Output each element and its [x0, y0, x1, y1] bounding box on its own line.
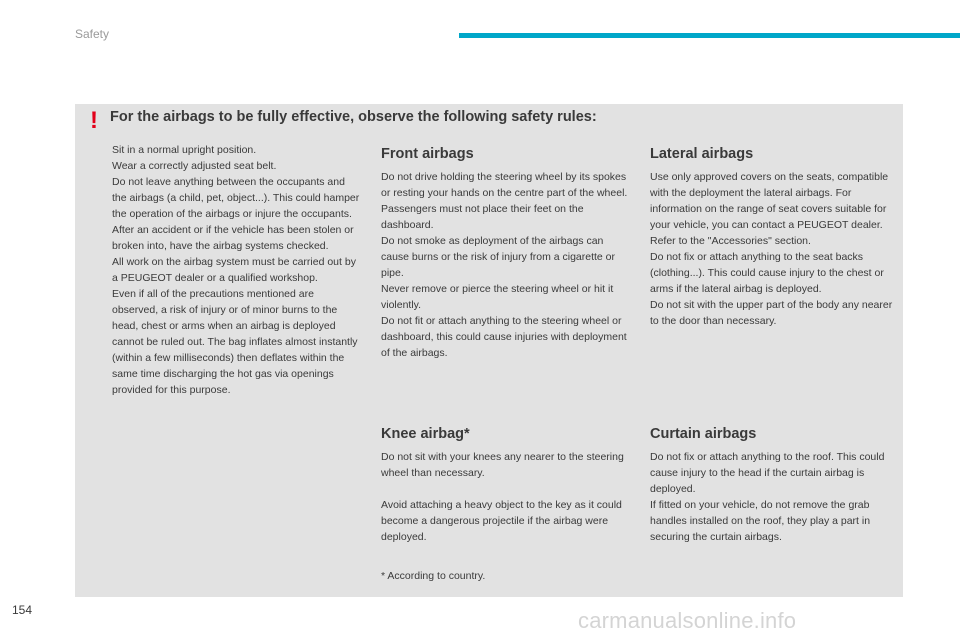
curtain-airbags-text: Do not fix or attach anything to the roof. This could cause injury to the head if the curtain airbag is deployed. If fitted on your vehicle, do not remove the grab handles installed on the roof, they play a part in securing the curtain airbags. — [650, 451, 885, 543]
watermark: carmanualsonline.info — [578, 608, 797, 633]
front-airbags-text: Do not drive holding the steering wheel by its spokes or resting your hands on the centre part of the wheel. Passengers must not place their feet on the dashboard. Do not smoke as deployment of the airbags can cause burns or the risk of injury from a cigarette or pipe. Never remove or pierce the steering wheel or hit it violently. Do not fit or attach anything to the steering wheel or dashboard, this could cause injuries with deployment of the airbags. — [381, 171, 628, 359]
page-number: 154 — [12, 603, 33, 617]
footnote: * According to country. — [381, 570, 486, 582]
curtain-airbags-heading: Curtain airbags — [650, 426, 757, 442]
curtain-airbags-section — [650, 425, 900, 545]
section-title: Safety — [75, 27, 110, 41]
warning-icon: ! — [90, 107, 98, 134]
front-airbags-section — [381, 145, 633, 361]
general-rules-column — [112, 142, 362, 398]
panel-title: For the airbags to be fully effective, observe the following safety rules: — [110, 109, 597, 125]
knee-airbag-section — [381, 425, 633, 545]
section-header-bar — [459, 33, 960, 38]
knee-airbag-key-text: Avoid attaching a heavy object to the key as it could become a dangerous projectile if the airbag were deployed. — [381, 499, 622, 543]
general-rules-text: Sit in a normal upright position. Wear a correctly adjusted seat belt. Do not leave anything between the occupants and the airbags (a child, pet, object...). This could hamper the operation of the airbags or injure the occupants. After an accident or if the vehicle has been stolen or broken into, have the airbag systems checked. All work on the airbag system must be carried out by a PEUGEOT dealer or a qualified workshop. Even if all of the precautions mentioned are observed, a risk of injury or of minor burns to the head, chest or arms when an airbag is deployed cannot be ruled out. The bag inflates almost instantly (within a few milliseconds) then deflates within the same time discharging the hot gas via openings provided for this purpose. — [112, 144, 360, 396]
knee-airbag-text: Do not sit with your knees any nearer to the steering wheel than necessary. — [381, 451, 624, 479]
lateral-airbags-heading: Lateral airbags — [650, 146, 754, 162]
knee-airbag-heading: Knee airbag* — [381, 426, 470, 442]
lateral-airbags-text: Use only approved covers on the seats, compatible with the deployment the lateral airbags. For information on the range of seat covers suitable for your vehicle, you can contact a PEUGEOT dealer. Refer to the "Accessories" section. Do not fix or attach anything to the seat backs (clothing...). This could cause injury to the chest or arms if the lateral airbag is deployed. Do not sit with the upper part of the body any nearer to the door than necessary. — [650, 171, 893, 327]
front-airbags-heading: Front airbags — [381, 146, 474, 162]
lateral-airbags-section — [650, 145, 900, 329]
